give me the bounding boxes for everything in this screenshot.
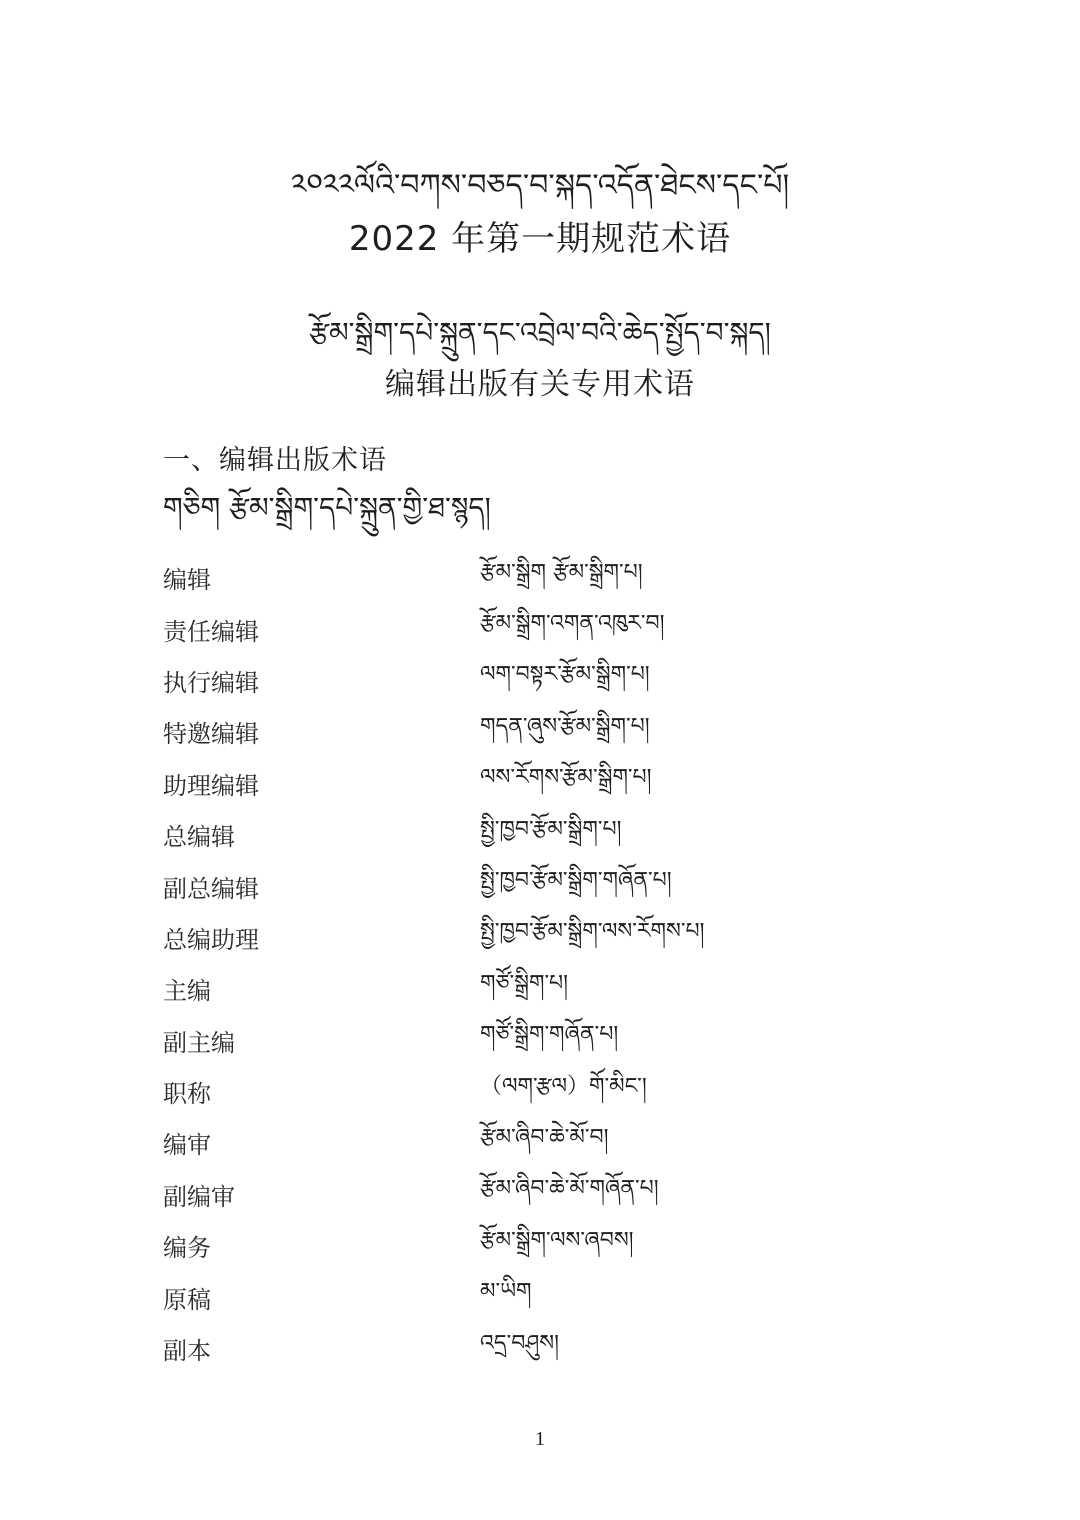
term-row xyxy=(163,655,923,706)
term-row xyxy=(163,1271,923,1322)
term-row xyxy=(163,1015,923,1066)
term-row xyxy=(163,1066,923,1117)
subtitle-tibetan: རྩོམ་སྒྲིག་དཔེ་སྐྲུན་དང་འབྲེལ་བའི་ཆེད་སྤྱོད་བ་སྐད། xyxy=(309,316,771,349)
term-tibetan: མ་ཡིག xyxy=(480,1279,532,1305)
term-chinese: 执行编辑 xyxy=(163,668,259,697)
term-row xyxy=(163,809,923,860)
section-heading-chinese: 一、编辑出版术语 xyxy=(163,445,387,476)
term-tibetan: སྤྱི་ཁྱབ་རྩོམ་སྒྲིག་པ། xyxy=(480,816,622,842)
term-chinese: 编务 xyxy=(163,1234,211,1263)
title-tibetan: ༢༠༢༢ལོའི་བཀས་བཅད་བ་སྐད་འདོན་ཐེངས་དང་པོ། xyxy=(290,168,790,203)
term-tibetan: （ལག་རྩལ）གོ་མིང་། xyxy=(480,1073,647,1099)
term-tibetan: གཙོ་སྒྲིག་པ། xyxy=(480,970,569,996)
subtitle-chinese: 编辑出版有关专用术语 xyxy=(385,367,695,402)
term-tibetan: རྩོམ་ཞིབ་ཆེ་མོ་བ། xyxy=(480,1125,609,1150)
term-chinese: 主编 xyxy=(163,977,211,1006)
term-chinese: 副本 xyxy=(163,1337,211,1366)
term-tibetan: གདན་ཞུས་རྩོམ་སྒྲིག་པ། xyxy=(480,713,650,739)
term-row xyxy=(163,552,923,603)
term-tibetan: རྩོམ་ཞིབ་ཆེ་མོ་གཞོན་པ། xyxy=(480,1176,659,1202)
term-tibetan: རྩོམ་སྒྲིག་ལས་ཞབས། xyxy=(480,1227,634,1253)
term-chinese: 编审 xyxy=(163,1131,211,1160)
section-heading-tibetan: གཅིག རྩོམ་སྒྲིག་དཔེ་སྐྲུན་གྱི་ཐ་སྙད། xyxy=(163,491,491,524)
term-row xyxy=(163,912,923,963)
term-tibetan: གཙོ་སྒྲིག་གཞོན་པ། xyxy=(480,1022,619,1048)
term-tibetan: སྤྱི་ཁྱབ་རྩོམ་སྒྲིག་གཞོན་པ། xyxy=(480,868,672,894)
term-row xyxy=(163,706,923,757)
term-tibetan: ལག་བསྟར་རྩོམ་སྒྲིག་པ། xyxy=(480,662,650,688)
term-chinese: 责任编辑 xyxy=(163,617,259,646)
term-chinese: 职称 xyxy=(163,1080,211,1109)
term-tibetan: འདྲ་བཤུས། xyxy=(480,1330,559,1356)
term-row xyxy=(163,1323,923,1374)
term-chinese: 副总编辑 xyxy=(163,874,259,903)
title-chinese: 2022 年第一期规范术语 xyxy=(348,219,732,259)
term-tibetan: ལས་རོགས་རྩོམ་སྒྲིག་པ། xyxy=(480,765,652,791)
term-row xyxy=(163,1220,923,1271)
term-row xyxy=(163,758,923,809)
term-row xyxy=(163,860,923,911)
term-chinese: 副编审 xyxy=(163,1182,235,1211)
term-tibetan: རྩོམ་སྒྲིག རྩོམ་སྒྲིག་པ། xyxy=(480,559,643,585)
term-chinese: 编辑 xyxy=(163,566,211,595)
term-chinese: 副主编 xyxy=(163,1028,235,1057)
term-chinese: 原稿 xyxy=(163,1285,211,1314)
page-number: 1 xyxy=(535,1428,545,1450)
term-chinese: 助理编辑 xyxy=(163,771,259,800)
term-tibetan: སྤྱི་ཁྱབ་རྩོམ་སྒྲིག་ལས་རོགས་པ། xyxy=(480,919,705,945)
term-row xyxy=(163,1169,923,1220)
term-tibetan: རྩོམ་སྒྲིག་འགན་འཁུར་བ། xyxy=(480,611,665,637)
term-chinese: 特邀编辑 xyxy=(163,720,259,749)
term-chinese: 总编辑 xyxy=(163,823,235,852)
term-chinese: 总编助理 xyxy=(163,925,259,954)
term-row xyxy=(163,1117,923,1168)
term-row xyxy=(163,603,923,654)
term-row xyxy=(163,963,923,1014)
term-list xyxy=(163,552,923,1374)
